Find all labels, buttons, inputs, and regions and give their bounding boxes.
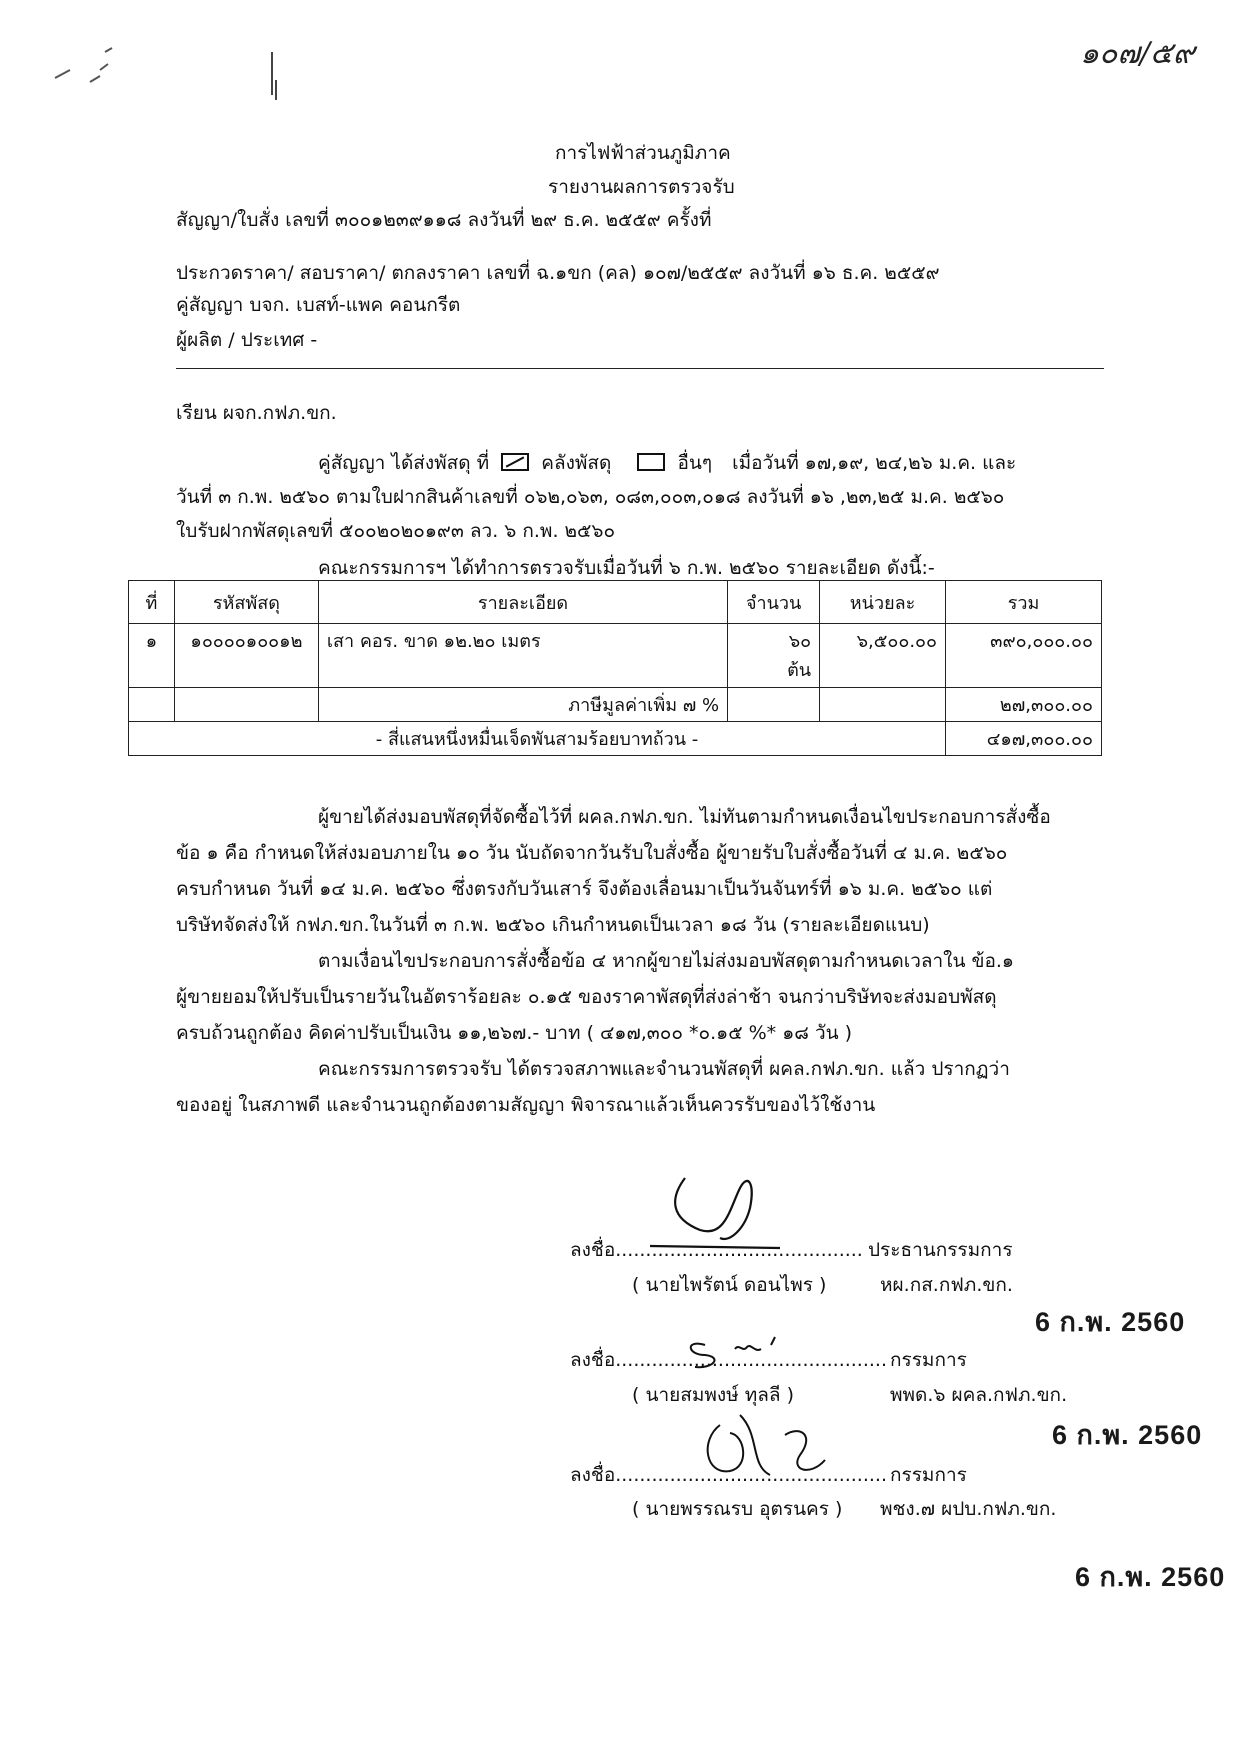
delivery-line	[318, 448, 1016, 478]
items-table	[128, 580, 1102, 756]
sign-line-1: ลงชื่อ.........................................	[570, 1239, 863, 1261]
header-unit-price: หน่วยละ	[820, 581, 946, 624]
header-total: รวม	[946, 581, 1102, 624]
other-checkbox	[637, 453, 665, 471]
report-title: รายงานผลการตรวจรับ	[548, 176, 735, 198]
counterparty-line: คู่สัญญา บจก. เบสท์-แพค คอนกรีต	[176, 294, 461, 316]
row-qty-cell	[728, 624, 820, 688]
body-line: ข้อ ๑ คือ กำหนดให้ส่งมอบภายใน ๑๐ วัน นับถัดจากวันรับใบสั่งซื้อ ผู้ขายรับใบสั่งซื้อวันที่ ๔ ม.ค. ๒๕๖๐	[176, 842, 1008, 864]
header-qty: จำนวน	[728, 581, 820, 624]
other-option-label: อื่นๆ	[677, 452, 713, 474]
table-row	[129, 624, 1102, 688]
body-line: บริษัทจัดส่งให้ กฟภ.ขก.ในวันที่ ๓ ก.พ. ๒๕๖๐ เกินกำหนดเป็นเวลา ๑๘ วัน (รายละเอียดแนบ)	[176, 914, 930, 936]
vat-row	[129, 688, 1102, 722]
header-divider	[176, 368, 1104, 369]
signer-role-3: กรรมการ	[890, 1464, 967, 1486]
header-code: รหัสพัสดุ	[174, 581, 318, 624]
body-line: ครบถ้วนถูกต้อง คิดค่าปรับเป็นเงิน ๑๑,๒๖๗.- บาท ( ๔๑๗,๓๐๐ *๐.๑๕ %* ๑๘ วัน )	[176, 1022, 853, 1044]
row-code: ๑๐๐๐๐๑๐๐๑๒	[174, 624, 318, 688]
body-line: คณะกรรมการตรวจรับ ได้ตรวจสภาพและจำนวนพัสดุที่ ผคล.กฟภ.ขก. แล้ว ปรากฏว่า	[318, 1058, 1010, 1080]
sign-line-2: ลงชื่อ.............................................	[570, 1349, 888, 1371]
date-stamp-2: 6 ก.พ. 2560	[1052, 1420, 1203, 1450]
row-no: ๑	[129, 624, 175, 688]
signer-position-1: หผ.กส.กฟภ.ขก.	[880, 1274, 1013, 1296]
delivery-line-2: วันที่ ๓ ก.พ. ๒๕๖๐ ตามใบฝากสินค้าเลขที่ ๐๖๒,๐๖๓, ๐๘๓,๐๐๓,๐๑๘ ลงวันที่ ๑๖ ,๒๓,๒๕ ม.ค. ๒๕๖๐	[176, 486, 1005, 508]
handwritten-page-number: ๑๐๗/๕๙	[1080, 36, 1195, 71]
signer-name-2: ( นายสมพงษ์ ทุลลี )	[632, 1384, 794, 1406]
row-detail: เสา คอร. ขาด ๑๒.๒๐ เมตร	[318, 624, 727, 688]
row-unit: ต้น	[787, 660, 812, 681]
signer-role-2: กรรมการ	[890, 1349, 967, 1371]
salutation: เรียน ผจก.กฟภ.ขก.	[176, 402, 337, 424]
signer-position-2: พพด.๖ ผคล.กฟภ.ขก.	[890, 1384, 1068, 1406]
contract-line: สัญญา/ใบสั่ง เลขที่ ๓๐๐๑๒๓๙๑๑๘ ลงวันที่ ๒๙ ธ.ค. ๒๕๕๙ ครั้งที่	[176, 209, 712, 231]
row-total: ๓๙๐,๐๐๐.๐๐	[946, 624, 1102, 688]
contract-method-line: ประกวดราคา/ สอบราคา/ ตกลงราคา เลขที่ ฉ.๑ขก (คล) ๑๐๗/๒๕๕๙ ลงวันที่ ๑๖ ธ.ค. ๒๕๕๙	[176, 262, 940, 284]
row-unit-price: ๖,๕๐๐.๐๐	[820, 624, 946, 688]
grand-total-amount: ๔๑๗,๓๐๐.๐๐	[946, 722, 1102, 756]
scan-noise	[40, 40, 300, 120]
body-line: ตามเงื่อนไขประกอบการสั่งซื้อข้อ ๔ หากผู้ขายไม่ส่งมอบพัสดุตามกำหนดเวลาใน ข้อ.๑	[318, 950, 1014, 972]
body-line: ของอยู่ ในสภาพดี และจำนวนถูกต้องตามสัญญา พิจารณาแล้วเห็นควรรับของไว้ใช้งาน	[176, 1094, 876, 1116]
body-line: ผู้ขายยอมให้ปรับเป็นรายวันในอัตราร้อยละ ๐.๑๕ ของราคาพัสดุที่ส่งล่าช้า จนกว่าบริษัทจะส่งมอบพัสดุ	[176, 986, 997, 1008]
body-line: ครบกำหนด วันที่ ๑๔ ม.ค. ๒๕๖๐ ซึ่งตรงกับวันเสาร์ จึงต้องเลื่อนมาเป็นวันจันทร์ที่ ๑๖ ม.ค. ๒๕๖๐ แต่	[176, 878, 993, 900]
grand-total-text: - สี่แสนหนึ่งหมื่นเจ็ดพันสามร้อยบาทถ้วน -	[129, 722, 946, 756]
vat-label: ภาษีมูลค่าเพิ่ม ๗ %	[318, 688, 727, 722]
date-stamp-1: 6 ก.พ. 2560	[1035, 1307, 1186, 1337]
signer-name-1: ( นายไพรัตน์ ดอนไพร )	[632, 1274, 827, 1296]
row-qty: ๖๐	[788, 631, 812, 652]
signer-name-3: ( นายพรรณรบ อุตรนคร )	[632, 1498, 843, 1520]
table-header-row	[129, 581, 1102, 624]
delivery-dates: เมื่อวันที่ ๑๗,๑๙, ๒๔,๒๖ ม.ค. และ	[732, 452, 1017, 474]
delivery-prefix: คู่สัญญา ได้ส่งพัสดุ ที่	[318, 452, 490, 474]
warehouse-option-label: คลังพัสดุ	[541, 452, 612, 474]
date-stamp-3: 6 ก.พ. 2560	[1075, 1562, 1226, 1592]
organization-title: การไฟฟ้าส่วนภูมิภาค	[555, 142, 731, 164]
receipt-line: ใบรับฝากพัสดุเลขที่ ๕๐๐๒๐๒๐๑๙๓ ลว. ๖ ก.พ. ๒๕๖๐	[176, 520, 616, 542]
sign-line-3: ลงชื่อ.............................................	[570, 1464, 888, 1486]
warehouse-checkbox	[501, 453, 529, 471]
body-line: ผู้ขายได้ส่งมอบพัสดุที่จัดซื้อไว้ที่ ผคล.กฟภ.ขก. ไม่ทันตามกำหนดเงื่อนไขประกอบการสั่งซื้อ	[318, 806, 1051, 828]
inspection-line: คณะกรรมการฯ ได้ทำการตรวจรับเมื่อวันที่ ๖ ก.พ. ๒๕๖๐ รายละเอียด ดังนี้:-	[318, 557, 935, 579]
vat-amount: ๒๗,๓๐๐.๐๐	[946, 688, 1102, 722]
header-detail: รายละเอียด	[318, 581, 727, 624]
signer-role-1: ประธานกรรมการ	[868, 1239, 1013, 1261]
manufacturer-line: ผู้ผลิต / ประเทศ -	[176, 329, 318, 351]
signer-position-3: พชง.๗ ผปบ.กฟภ.ขก.	[880, 1498, 1057, 1520]
grand-total-row	[129, 722, 1102, 756]
header-no: ที่	[129, 581, 175, 624]
